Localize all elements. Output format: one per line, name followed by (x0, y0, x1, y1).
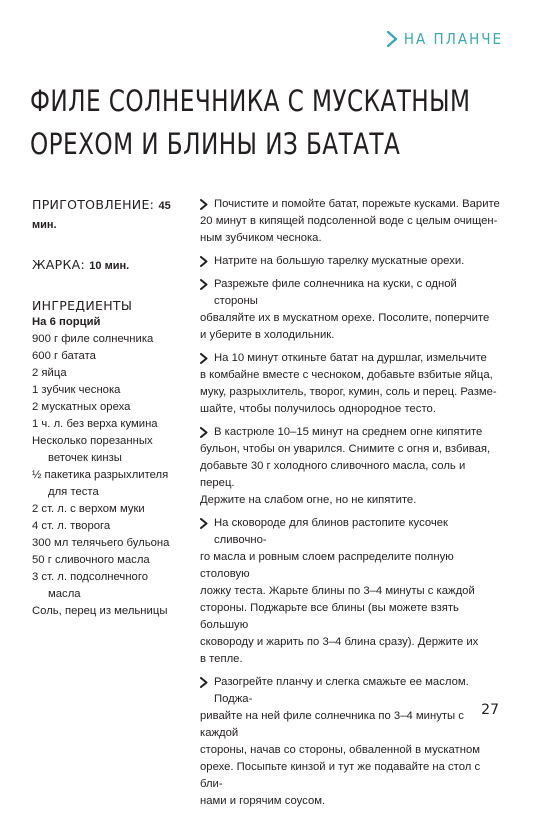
step-line: стороны, начав со стороны, обваленной в мускатном (200, 744, 481, 756)
instruction-step (200, 196, 500, 247)
cook-value: 10 мин. (89, 260, 130, 272)
ingredient-item (32, 535, 182, 552)
ingredient-item (32, 552, 182, 569)
chevron-right-icon (200, 353, 208, 364)
instruction-step (200, 253, 500, 270)
step-line: в комбайне вместе с чесноком, добавьте взбитые яйца, (200, 369, 493, 381)
ingredient-item (32, 348, 182, 365)
ingredient-list (32, 331, 182, 620)
cook-time (32, 256, 182, 275)
ingredient-item (32, 603, 182, 620)
step-line: сковороду и жарить по 3–4 блина сразу). Держите их (200, 636, 479, 648)
ingredient-item (32, 518, 182, 535)
cook-label: ЖАРКА: (32, 257, 85, 272)
ingredient-text: 2 мускатных ореха (32, 401, 131, 413)
ingredient-text: 2 ст. л. с верхом муки (32, 503, 145, 515)
step-line: В кастрюле 10–15 минут на среднем огне кипятите (214, 426, 483, 438)
ingredient-text: 300 мл телячьего бульона (32, 537, 170, 549)
ingredient-item (32, 569, 182, 603)
ingredient-item (32, 399, 182, 416)
ingredients-heading: ИНГРЕДИЕНТЫ (32, 298, 133, 313)
step-line: нами и горячим соусом. (200, 795, 326, 807)
chevron-right-icon (200, 677, 208, 688)
step-line: Разогрейте планчу и слегка смажьте ее маслом. Поджа- (214, 676, 469, 705)
ingredient-text: 900 г филе солнечника (32, 333, 154, 345)
step-line: На сковороде для блинов растопите кусочек сливочно- (214, 517, 448, 546)
ingredient-text: 3 ст. л. подсолнечного (32, 571, 148, 583)
step-line: орехе. Посыпьте кинзой и тут же подавайте на стол с бли- (200, 761, 481, 790)
recipe-title (30, 80, 510, 166)
step-line: Почистите и помойте батат, порежьте кусками. Варите (214, 198, 500, 210)
ingredient-text: 600 г батата (32, 350, 96, 362)
step-line: обваляйте их в мускатном орехе. Посолите, поперчите (200, 312, 490, 324)
ingredient-item (32, 416, 182, 433)
prep-time (32, 196, 182, 234)
ingredient-text: 2 яйца (32, 367, 67, 379)
title-line: ФИЛЕ СОЛНЕЧНИКА С МУСКАТНЫМ (30, 84, 471, 118)
step-line: 20 минут в кипящей подсоленной воде с целым очищен- (200, 215, 498, 227)
instruction-step (200, 424, 500, 509)
recipe-meta (32, 196, 182, 620)
page-number: 27 (481, 702, 499, 718)
chevron-right-icon (387, 31, 398, 47)
chevron-right-icon (200, 427, 208, 438)
ingredient-item (32, 467, 182, 501)
ingredient-text: ½ пакетика разрыхлителя (32, 469, 169, 481)
ingredient-item (32, 501, 182, 518)
ingredient-text: 1 зубчик чеснока (32, 384, 121, 396)
step-line: Держите на слабом огне, но не кипятите. (200, 494, 417, 506)
prep-label: ПРИГОТОВЛЕНИЕ: (32, 197, 155, 212)
section-tag (387, 30, 503, 48)
ingredient-text: Несколько порезанных (32, 435, 153, 447)
step-line: шайте, чтобы получилось однородное тесто. (200, 403, 436, 415)
ingredient-text: Соль, перец из мельницы (32, 605, 168, 617)
step-line: бульон, чтобы он уварился. Снимите с огня и, взбивая, (200, 443, 491, 455)
prep-value: 45 мин. (32, 200, 171, 231)
title-line: ОРЕХОМ И БЛИНЫ ИЗ БАТАТА (30, 127, 401, 161)
instruction-step (200, 515, 500, 668)
chevron-right-icon (200, 518, 208, 529)
step-line: Разрежьте филе солнечника на куски, с одной стороны (214, 278, 457, 307)
step-line: ривайте на ней филе солнечника по 3–4 минуты с каждой (200, 710, 464, 739)
ingredient-text: 4 ст. л. творога (32, 520, 111, 532)
ingredient-item (32, 433, 182, 467)
step-line: Натрите на большую тарелку мускатные орехи. (214, 255, 465, 267)
instruction-step (200, 276, 500, 344)
step-line: добавьте 30 г холодного сливочного масла, соль и перец. (200, 460, 466, 489)
ingredient-item (32, 331, 182, 348)
ingredient-text-cont: веточек кинзы (48, 452, 122, 464)
ingredient-text: 1 ч. л. без верха кумина (32, 418, 158, 430)
ingredient-item (32, 382, 182, 399)
section-label: НА ПЛАНЧЕ (403, 30, 503, 48)
instruction-step (200, 350, 500, 418)
step-line: ложку теста. Жарьте блины по 3–4 минуты с каждой (200, 585, 475, 597)
portion-count: На 6 порций (32, 316, 101, 328)
step-line: муку, разрыхлитель, творог, кумин, соль и перец. Разме- (200, 386, 497, 398)
step-line: го масла и ровным слоем распределите полную столовую (200, 551, 454, 580)
step-line: в тепле. (200, 653, 243, 665)
instructions (200, 196, 500, 816)
ingredient-text-cont: масла (48, 588, 81, 600)
chevron-right-icon (200, 256, 208, 267)
ingredient-item (32, 365, 182, 382)
step-line: стороны. Поджарьте все блины (вы можете взять большую (200, 602, 459, 631)
ingredient-text-cont: для теста (48, 486, 99, 498)
ingredient-text: 50 г сливочного масла (32, 554, 150, 566)
chevron-right-icon (200, 199, 208, 210)
step-line: и уберите в холодильник. (200, 329, 335, 341)
instruction-step (200, 674, 500, 810)
chevron-right-icon (200, 279, 208, 290)
step-line: ным зубчиком чеснока. (200, 232, 322, 244)
step-line: На 10 минут откиньте батат на дуршлаг, измельчите (214, 352, 487, 364)
